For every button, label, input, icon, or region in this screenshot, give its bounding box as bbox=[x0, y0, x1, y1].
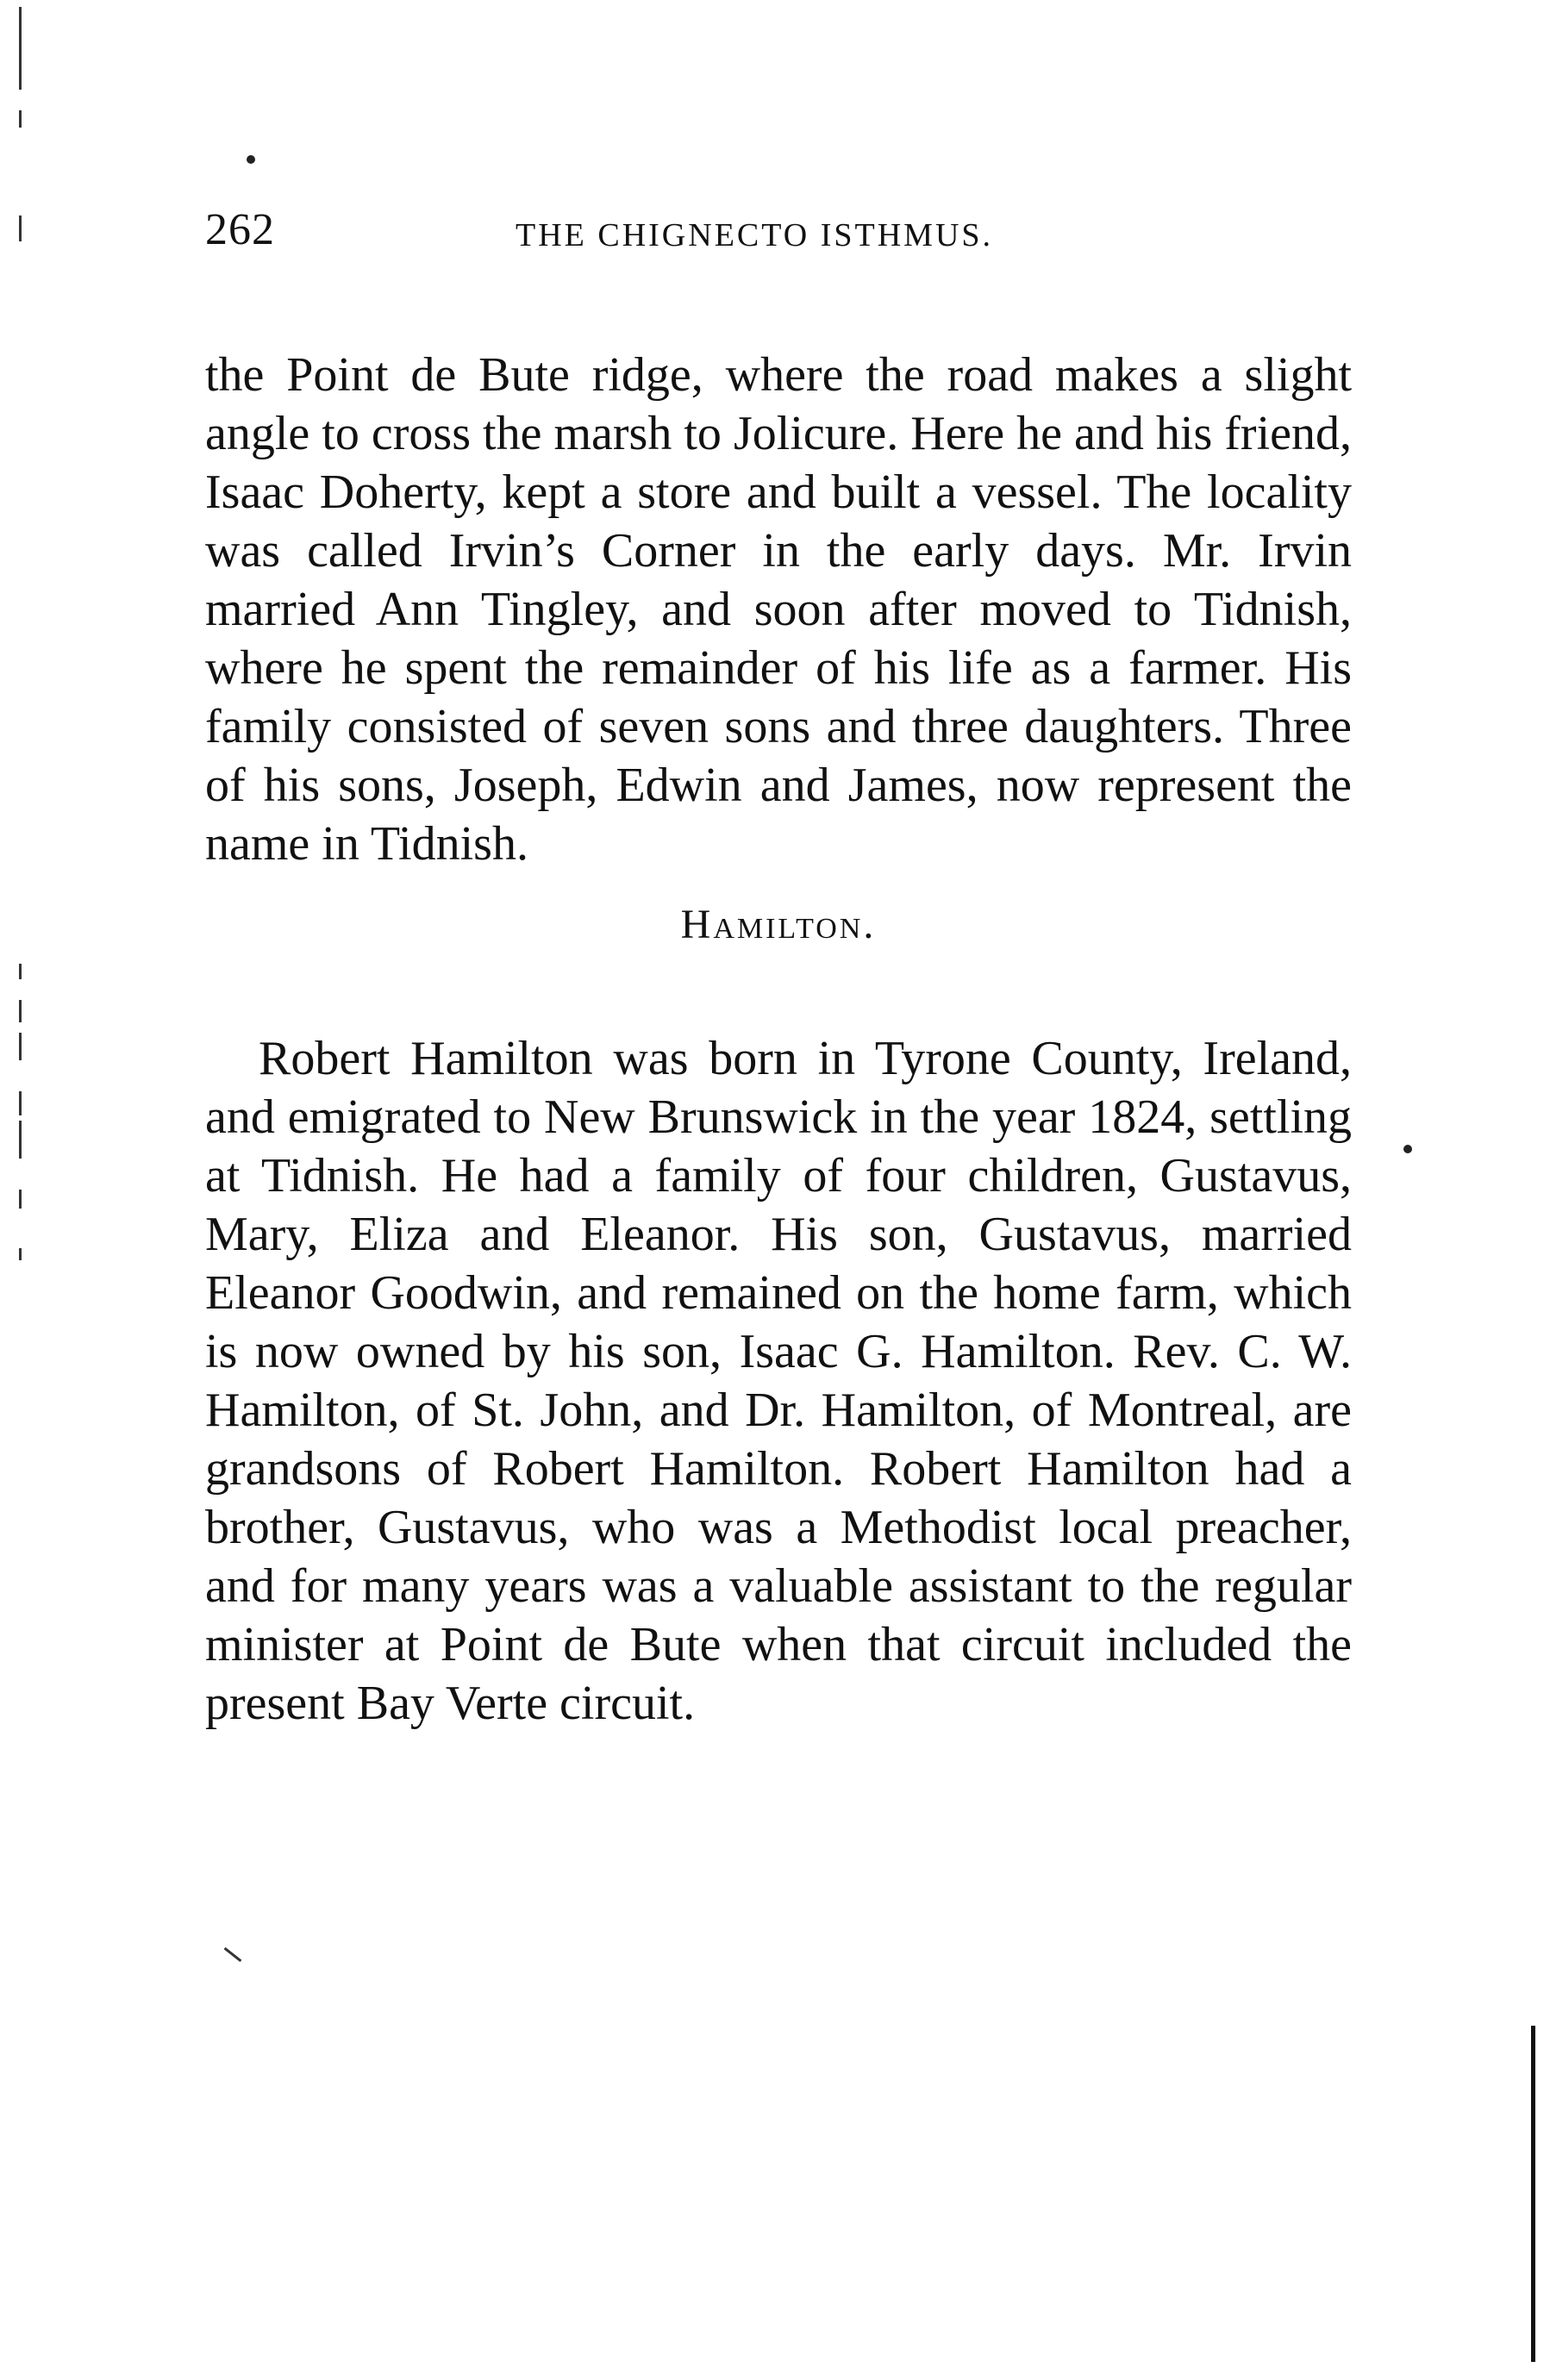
scan-mark bbox=[19, 110, 22, 128]
page-header bbox=[205, 200, 1352, 260]
scan-mark bbox=[19, 1121, 22, 1159]
scan-mark bbox=[19, 216, 22, 241]
scan-mark bbox=[19, 1190, 22, 1209]
paragraph-irvin: the Point de Bute ridge, where the road makes a slight angle to cross the marsh to Jolicure. Here he and his friend, Isaac Doherty, kept a store and built a vessel. The locality was called Irvin’s Corner in the early days. Mr. Irvin married Ann Tingley, and soon after moved to Tidnish, where he spent the remainder of his life as a farmer. His family consisted of seven sons and three daughters. Three of his sons, Joseph, Edwin and James, now represent the name in Tidnish. bbox=[205, 348, 1352, 871]
left-margin-scan-marks bbox=[19, 0, 28, 2380]
scan-mark bbox=[19, 1000, 22, 1022]
ink-speck bbox=[247, 155, 255, 164]
ink-speck bbox=[1403, 1145, 1412, 1153]
paragraph-hamilton: Robert Hamilton was born in Tyrone County, Ireland, and emigrated to New Brunswick in the year 1824, settling at Tidnish. He had a family of four children, Gustavus, Mary, Eliza and Eleanor. His son, Gustavus, married Eleanor Goodwin, and remained on the home farm, which is now owned by his son, Isaac G. Hamilton. Rev. C. W. Hamilton, of St. John, and Dr. Hamilton, of Montreal, are grandsons of Robert Hamilton. Robert Hamilton had a brother, Gustavus, who was a Methodist local preacher, and for many years was a valuable assistant to the regular minister at Point de Bute when that circuit included the present Bay Verte circuit. bbox=[205, 1032, 1352, 1730]
running-head: THE CHIGNECTO ISTHMUS. bbox=[516, 217, 994, 253]
ink-tick-mark bbox=[224, 1947, 242, 1962]
scan-mark bbox=[19, 1033, 22, 1060]
scan-mark bbox=[19, 7, 22, 90]
section-heading-hamilton: Hamilton. bbox=[680, 902, 877, 947]
scan-mark bbox=[19, 964, 22, 979]
page-number: 262 bbox=[205, 205, 275, 254]
right-edge-scan-line bbox=[1531, 2026, 1535, 2362]
scan-mark bbox=[19, 1091, 22, 1115]
scan-mark bbox=[19, 1248, 22, 1260]
